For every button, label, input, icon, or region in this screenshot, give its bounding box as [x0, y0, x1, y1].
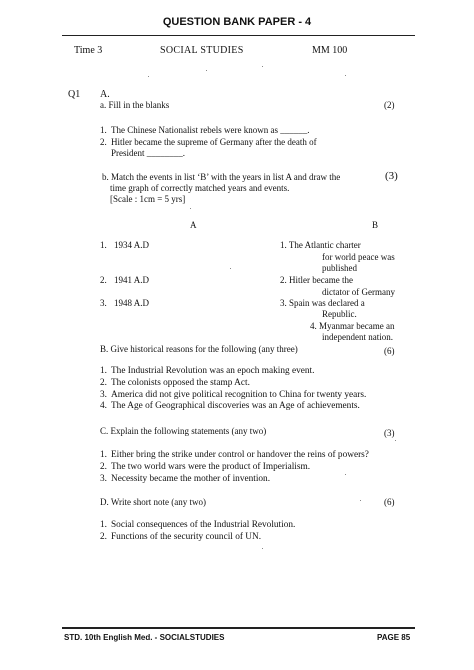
part-b-line1: b. Match the events in list ‘B’ with the years in list A and draw the	[102, 172, 341, 182]
list-b-2-line1: 2. Hitler became the	[280, 275, 353, 285]
part-a-marks: (2)	[384, 100, 395, 110]
section-b-2-text: The colonists opposed the stamp Act.	[111, 378, 250, 388]
part-a-q2-cont: President ________.	[111, 148, 185, 158]
list-b-3-line2: Republic.	[322, 309, 357, 319]
section-c-3-num: 3.	[100, 474, 107, 484]
list-b-1-line2: for world peace was	[322, 252, 395, 262]
section-d-1-num: 1.	[100, 520, 107, 530]
header-rule	[62, 35, 415, 36]
section-c-marks: (3)	[384, 428, 395, 438]
section-b-1-text: The Industrial Revolution was an epoch making event.	[111, 366, 315, 376]
section-d-2-num: 2.	[100, 532, 107, 542]
section-b-3-num: 3.	[100, 390, 107, 400]
list-a-1: 1934 A.D	[114, 240, 150, 250]
col-a-heading: A	[190, 220, 197, 230]
subject-label: SOCIAL STUDIES	[160, 45, 244, 56]
list-b-1-line1: 1. The Atlantic charter	[280, 240, 361, 250]
scan-speck	[230, 268, 231, 269]
list-b-4-line2: independent nation.	[322, 332, 393, 342]
list-b-4-line1: 4. Myanmar became an	[310, 321, 395, 331]
scan-speck	[262, 66, 263, 67]
scan-speck	[345, 474, 346, 475]
list-a-3-num: 3.	[100, 298, 107, 308]
part-b-marks: (3)	[385, 170, 398, 182]
section-c-3-text: Necessity became the mother of invention.	[111, 474, 271, 484]
list-b-2-line2: dictator of Germany	[322, 287, 395, 297]
footer-left: STD. 10th English Med. - SOCIALSTUDIES	[64, 633, 225, 642]
q1-label: Q1	[68, 89, 81, 100]
part-b-line2: time graph of correctly matched years and events.	[110, 183, 290, 193]
list-a-2-num: 2.	[100, 275, 107, 285]
section-d-1-text: Social consequences of the Industrial Revolution.	[111, 520, 296, 530]
scan-speck	[395, 440, 396, 441]
section-b-3-text: America did not give political recognition to China for twenty years.	[111, 390, 367, 400]
section-c-2-num: 2.	[100, 462, 107, 472]
part-b-line3: [Scale : 1cm = 5 yrs]	[110, 194, 186, 204]
list-a-2: 1941 A.D	[114, 275, 150, 285]
list-b-1-line3: published	[322, 263, 357, 273]
q1-section-a: A.	[100, 89, 110, 100]
section-c-2-text: The two world wars were the product of Imperialism.	[111, 462, 311, 472]
scan-speck	[148, 76, 149, 77]
scan-speck	[345, 75, 346, 76]
section-c-1-num: 1.	[100, 450, 107, 460]
section-c-title: C. Explain the following statements (any two)	[100, 426, 267, 436]
list-b-3-line1: 3. Spain was declared a	[280, 298, 365, 308]
part-a-q1-num: 1.	[100, 125, 107, 135]
part-a-q2-text: Hitler became the supreme of Germany after the death of	[111, 137, 317, 147]
footer-rule	[62, 627, 415, 629]
part-a-q2-num: 2.	[100, 137, 107, 147]
section-d-2-text: Functions of the security council of UN.	[111, 532, 262, 542]
scan-speck	[190, 208, 191, 209]
part-a-q1-text: The Chinese Nationalist rebels were known as ______.	[111, 125, 310, 135]
section-b-4-num: 4.	[100, 401, 107, 411]
col-b-heading: B	[372, 220, 379, 230]
section-b-title: B. Give historical reasons for the following (any three)	[100, 344, 298, 354]
section-b-4-text: The Age of Geographical discoveries was an Age of achievements.	[111, 401, 360, 411]
section-d-title: D. Write short note (any two)	[100, 497, 206, 507]
time-label: Time 3	[74, 45, 103, 56]
section-b-2-num: 2.	[100, 378, 107, 388]
scan-speck	[360, 500, 361, 501]
list-a-3: 1948 A.D	[114, 298, 150, 308]
list-a-1-num: 1.	[100, 240, 107, 250]
scan-speck	[262, 548, 263, 549]
footer-page: PAGE 85	[377, 633, 411, 642]
part-a-title: a. Fill in the blanks	[100, 100, 170, 110]
section-c-1-text: Either bring the strike under control or handover the reins of powers?	[111, 450, 369, 460]
section-b-1-num: 1.	[100, 366, 107, 376]
marks-label: MM 100	[312, 45, 348, 56]
section-b-marks: (6)	[384, 346, 395, 356]
scan-speck	[206, 70, 207, 71]
bank-title: QUESTION BANK PAPER - 4	[162, 16, 312, 28]
section-d-marks: (6)	[384, 497, 395, 507]
